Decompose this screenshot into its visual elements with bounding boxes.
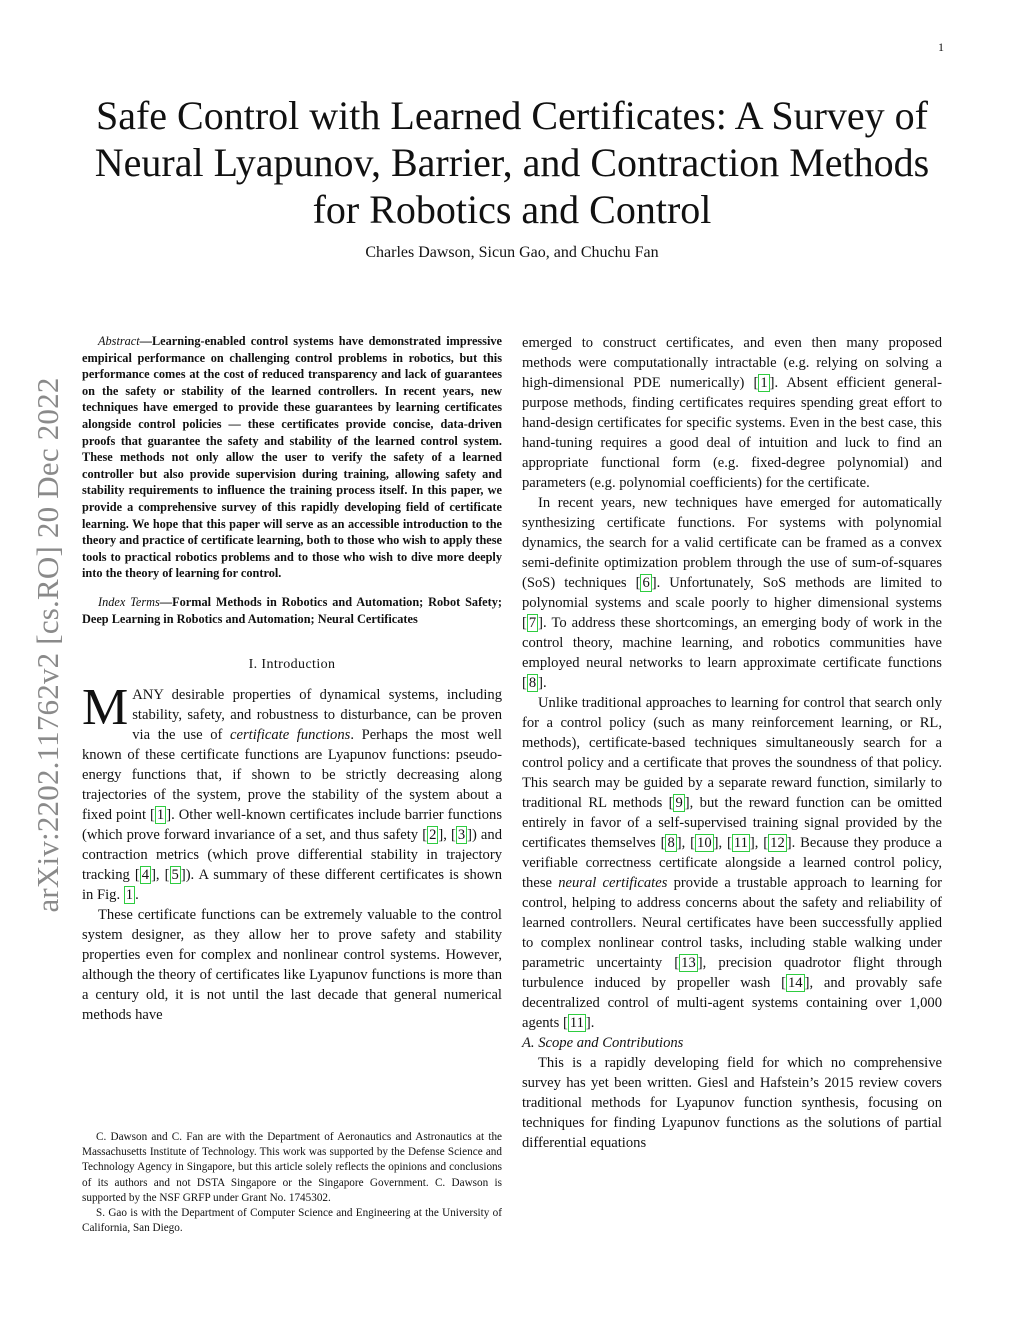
citation-link[interactable]: 5	[171, 867, 179, 884]
emphasis: certificate functions	[230, 727, 351, 744]
text-run: ). A summary of these different certificates is shown in Fig.	[82, 867, 502, 904]
citation-link[interactable]: 3	[457, 827, 466, 844]
footnotes	[82, 1130, 502, 1236]
section-heading-introduction: I. Introduction	[248, 657, 336, 673]
text-run: provide a trustable approach to learning for control, helping to address concerns about the safety and reliability of learned controllers. Neural certificates have been successfully applied to complex nonlinear control tasks, including stable walking under parametric uncertainty	[522, 875, 942, 971]
text-run: Unlike traditional approaches to learning for control that search only for a control policy (such as many reinforcement learning, or RL, methods), certificate-based techniques simultaneously search for a control policy and a certificate that proves the soundness of that policy. This search may be guided by a separate reward function, similarly to traditional RL methods	[522, 695, 942, 811]
index-terms-text: —Formal Methods in Robotics and Automation; Robot Safety; Deep Learning in Robotics and Automation; Neural Certificates	[82, 594, 502, 626]
text-run: In recent years, new techniques have emerged for automatically synthesizing certificate functions. For systems with polynomial dynamics, the search for a valid certificate can be framed as a convex semi-definite optimization problem through the use of sum-of-squares (SoS) techniques	[522, 495, 942, 591]
right-paragraph-2: In recent years, new techniques have emerged for automatically synthesizing certificate functions. For systems with polynomial dynamics, the search for a valid certificate can be framed as a convex semi-definite optimization problem through the use of sum-of-squares (SoS) techniques [ 6 ]. Unfortunately, SoS methods are limited to polynomial systems and scale poorly to higher dimensional systems [ 7 ]. To address these shortcomings, an emerging body of work in the control theory, machine learning, and robotics communities have employed neural networks to learn approximate certificate functions [ 8 ].	[522, 495, 942, 691]
index-terms-label: Index Terms	[98, 594, 160, 609]
citation-link[interactable]: 8	[528, 675, 537, 691]
citation-link[interactable]: 11	[569, 1015, 584, 1031]
text-run: . Unfortunately, SoS methods are limited to polynomial systems and scale poorly to higher dimensional systems	[522, 575, 942, 611]
text-run: ) and contraction metrics (which prove differential stability in trajectory tracking	[82, 827, 502, 884]
right-paragraph-4: This is a rapidly developing field for which no comprehensive survey has yet been written. Giesl and Hafstein’s 2015 review covers traditional methods for Lyapunov function synthesis, focusing on techniques for finding Lyapunov functions as the solutions of partial differential equations	[522, 1055, 942, 1151]
citation-link[interactable]: 6	[642, 575, 650, 591]
abstract-label: Abstract	[98, 334, 140, 348]
citation-link[interactable]: 13	[681, 955, 696, 971]
citation-link[interactable]: 14	[787, 975, 803, 991]
right-column	[522, 333, 942, 1153]
intro-paragraph-1: MANY desirable properties of dynamical systems, including stability, safety, and robustness to disturbance, can be proven via the use of certificate functions. Perhaps the most well known of these certificate functions are Lyapunov functions: pseudo-energy functions that, if shown to be strictly decreasing along trajectories of the system, prove the stability of the system about a fixed point [ 1 ]. Other well-known certificates include barrier functions (which prove forward invariance of a set, and thus safety [ 2 ], [ 3 ]) and contraction metrics (which prove differential stability in trajectory tracking [ 4 ], [ 5 ]). A summary of these different certificates is shown in Fig. 1 .	[82, 679, 502, 904]
citation-link[interactable]: 2	[429, 827, 437, 844]
dropcap: M	[82, 679, 129, 737]
paper-title	[60, 92, 964, 233]
text-run: . To address these shortcomings, an emerging body of work in the control theory, machine learning, and robotics communities have employed neural networks to learn approximate certificate functions	[522, 615, 942, 671]
arxiv-stamp	[28, 345, 68, 945]
title-line: for Robotics and Control	[312, 187, 712, 232]
text-run: . Because they produce a verifiable correctness certificate alongside a learned control policy, these	[522, 835, 942, 891]
emphasis: neural certificates	[558, 875, 668, 891]
text-run: emerged to construct certificates, and even then many proposed methods were computationally intractable (e.g. relying on solving a high-dimensional PDE numerically)	[522, 335, 942, 391]
citation-link[interactable]: 4	[141, 867, 150, 884]
text-run: , but the reward function can be omitted entirely in favor of a self-supervised training signal provided by the certificates themselves	[522, 795, 943, 851]
footnote-affiliation: C. Dawson and C. Fan are with the Department of Aeronautics and Astronautics at the Massachusetts Institute of Technology. This work was supported by the Defense Science and Technology Agency in Singapore, but this article solely reflects the opinions and conclusions of its authors and not DSTA Singapore or the Singapore Government. C. Dawson is supported by the NSF GRFP under Grant No. 1745302.	[82, 1131, 502, 1204]
citation-link[interactable]: 10	[697, 835, 712, 851]
text-run: . Absent efficient general-purpose methods, finding certificates requires spending great effort to hand-design certificates for specific systems. Even in the best case, this hand-tuning requires a good deal of intuition and luck to find an appropriate functional form (e.g. fixed-degree polynomial) and parameters (e.g. polynomial coefficients) for the certificate.	[522, 375, 942, 491]
text-run: . Perhaps the most well known of these certificate functions are Lyapunov functions: pseudo-energy functions that, if shown to be strictly decreasing along trajectories of the system, prove the stability of the system about a fixed point	[82, 727, 502, 824]
subsection-heading: A. Scope and Contributions	[522, 1035, 684, 1051]
figure-link[interactable]: 1	[125, 887, 134, 904]
intro-paragraph-2: These certificate functions can be extremely valuable to the control system designer, as they allow her to prove safety and stability properties even for complex and nonlinear control systems. However, although the theory of certificates like Lyapunov functions is more than a century old, it is not until the last decade that general numerical methods have	[82, 907, 502, 1024]
footnote-affiliation: S. Gao is with the Department of Computer Science and Engineering at the University of California, San Diego.	[82, 1207, 502, 1235]
right-paragraph-3: Unlike traditional approaches to learning for control that search only for a control policy (such as many reinforcement learning, or RL, methods), certificate-based techniques simultaneously search for a control policy and a certificate that proves the soundness of that policy. This search may be guided by a separate reward function, similarly to traditional RL methods [ 9 ], but the reward function can be omitted entirely in favor of a self-supervised training signal provided by the certificates themselves [ 8 ], [ 10 ], [ 11 ], [ 12 ]. Because they produce a verifiable correctness certificate alongside a learned control policy, these neural certificates provide a trustable approach to learning for control, helping to address concerns about the safety and reliability of learned controllers. Neural certificates have been successfully applied to complex nonlinear control tasks, including stable walking under parametric uncertainty [ 13 ], precision quadrotor flight through turbulence induced by propeller wash [ 14 ], and provably safe decentralized control of multi-agent systems containing over 1,000 agents [ 11 ].	[522, 695, 943, 1031]
text-run: , precision quadrotor flight through turbulence induced by propeller wash	[522, 955, 942, 991]
text-run: . Other well-known certificates include barrier functions (which prove forward invariance of a set, and thus safety	[82, 807, 502, 844]
citation-link[interactable]: 1	[760, 375, 768, 391]
citation-link[interactable]: 9	[675, 795, 683, 811]
text-run: , and provably safe decentralized control of multi-agent systems containing over 1,000 agents	[522, 975, 942, 1031]
citation-link[interactable]: 7	[528, 615, 537, 631]
arxiv-stamp-text: arXiv:2202.11762v2 [cs.RO] 20 Dec 2022	[30, 377, 65, 913]
abstract-text: —Learning-enabled control systems have demonstrated impressive empirical performance on challenging control problems in robotics, but this performance comes at the cost of reduced transparency and lack of guarantees on the safety or stability of the learned controllers. In recent years, new techniques have emerged to provide these guarantees by learning certificates alongside control policies — these certificates provide concise, data-driven proofs that guarantee the safety and stability of the learned control system. These methods not only allow the user to verify the safety of a learned controller but also provide supervision during training, allowing safety and stability requirements to influence the training process itself. In this paper, we provide a comprehensive survey of this rapidly developing field of certificate learning. We hope that this paper will serve as an accessible introduction to the theory and practice of certificate learning, both to those who wish to apply these tools to practical robotics problems and to those who wish to dive more deeply into the theory of learning for control.	[82, 334, 502, 581]
page-number: 1	[938, 40, 944, 54]
left-column	[82, 333, 502, 1025]
citation-link[interactable]: 12	[770, 835, 785, 851]
text-run: ANY desirable properties of dynamical systems, including stability, safety, and robustness to disturbance, can be proven via the use of	[132, 687, 502, 744]
abstract	[82, 333, 502, 582]
text-run: .	[590, 1015, 595, 1031]
title-line: Neural Lyapunov, Barrier, and Contraction Methods	[94, 140, 930, 185]
citation-link[interactable]: 8	[667, 835, 675, 851]
citation-link[interactable]: 1	[156, 807, 165, 824]
authors: Charles Dawson, Sicun Gao, and Chuchu Fan	[365, 244, 659, 261]
right-paragraph-1: emerged to construct certificates, and even then many proposed methods were computationally intractable (e.g. relying on solving a high-dimensional PDE numerically) [ 1 ]. Absent efficient general-purpose methods, finding certificates requires spending great effort to hand-design certificates for specific systems. Even in the best case, this hand-tuning requires a good deal of intuition and luck to find an appropriate functional form (e.g. fixed-degree polynomial) and parameters (e.g. polynomial coefficients) for the certificate.	[522, 335, 942, 491]
index-terms	[82, 594, 502, 627]
text-run: .	[543, 675, 547, 691]
title-line: Safe Control with Learned Certificates: A Survey of	[95, 93, 928, 138]
citation-link[interactable]: 11	[733, 835, 748, 851]
